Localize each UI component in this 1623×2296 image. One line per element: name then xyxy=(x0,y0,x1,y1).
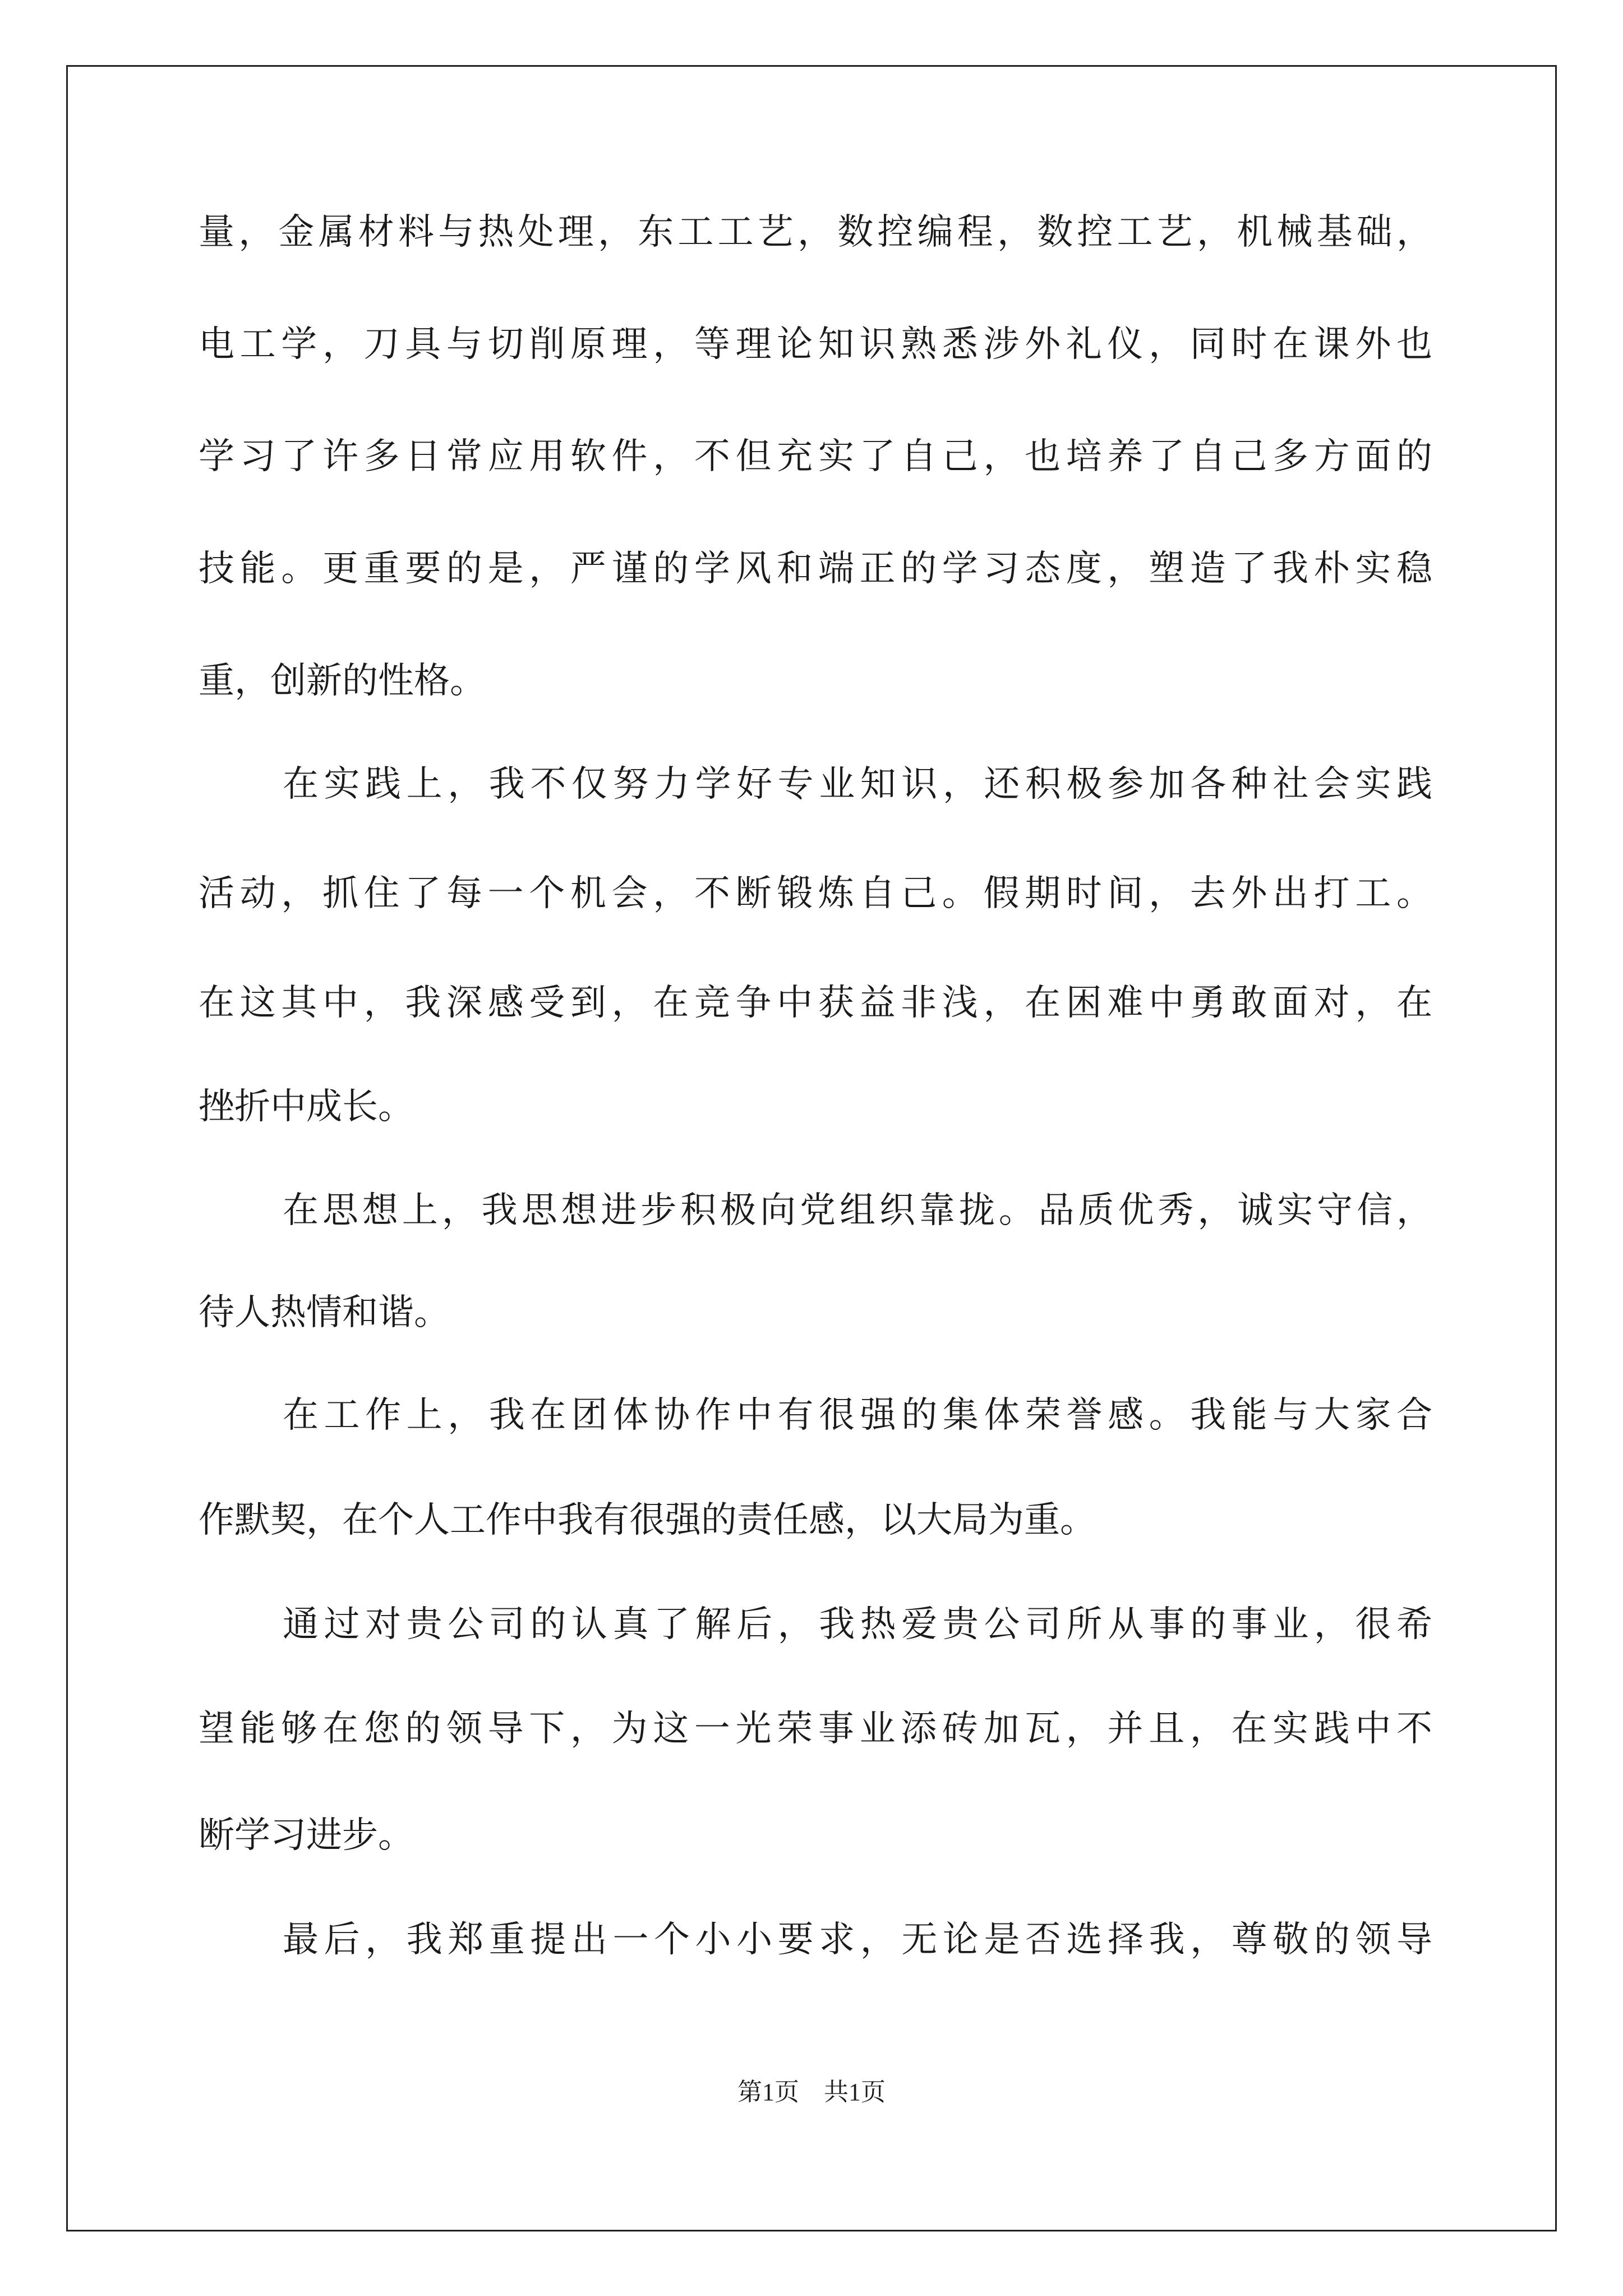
text-line: 作默契，在个人工作中我有很强的责任感，以大局为重。 xyxy=(199,1499,1096,1541)
text-line: 在这其中，我深感受到，在竞争中获益非浅，在困难中勇敢面对，在 xyxy=(199,982,1432,1024)
text-line: 望能够在您的领导下，为这一光荣事业添砖加瓦，并且，在实践中不 xyxy=(199,1708,1432,1750)
page-border xyxy=(66,65,1557,2231)
paragraph-first-line: 在工作上，我在团体协作中有很强的集体荣誉感。我能与大家合 xyxy=(283,1395,1432,1436)
text-line: 学习了许多日常应用软件，不但充实了自己，也培养了自己多方面的 xyxy=(199,436,1432,477)
page-number-footer: 第1页 共1页 xyxy=(737,2078,886,2106)
text-line: 活动，抓住了每一个机会，不断锻炼自己。假期时间，去外出打工。 xyxy=(199,873,1432,914)
text-line: 断学习进步。 xyxy=(199,1815,414,1856)
text-line: 电工学，刀具与切削原理，等理论知识熟悉涉外礼仪，同时在课外也 xyxy=(199,324,1432,365)
text-line: 量，金属材料与热处理，东工工艺，数控编程，数控工艺，机械基础， xyxy=(199,211,1432,253)
paragraph-first-line: 最后，我郑重提出一个小小要求，无论是否选择我，尊敬的领导 xyxy=(283,1919,1432,1961)
text-line: 挫折中成长。 xyxy=(199,1086,414,1128)
text-line: 待人热情和谐。 xyxy=(199,1292,450,1333)
text-line: 技能。更重要的是，严谨的学风和端正的学习态度，塑造了我朴实稳 xyxy=(199,548,1432,590)
text-line: 重，创新的性格。 xyxy=(199,660,486,702)
paragraph-first-line: 通过对贵公司的认真了解后，我热爱贵公司所从事的事业，很希 xyxy=(283,1604,1432,1645)
paragraph-first-line: 在思想上，我思想进步积极向党组织靠拢。品质优秀，诚实守信， xyxy=(283,1190,1432,1231)
paragraph-first-line: 在实践上，我不仅努力学好专业知识，还积极参加各种社会实践 xyxy=(283,763,1432,805)
